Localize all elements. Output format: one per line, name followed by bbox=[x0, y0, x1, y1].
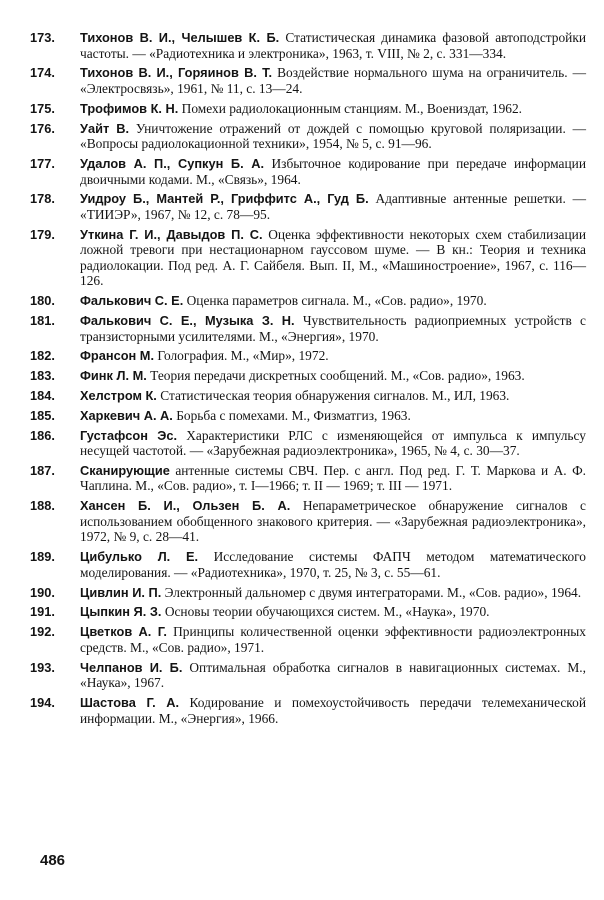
reference-authors: Хансен Б. И., Ользен Б. А. bbox=[80, 498, 291, 514]
reference-number: 180. bbox=[30, 293, 55, 309]
reference-text: Борьба с помехами. М., Физматгиз, 1963. bbox=[176, 407, 411, 423]
reference-text: Основы теории обучающихся систем. М., «Наука», 1970. bbox=[164, 604, 490, 620]
reference-text: Кодирование и помехоустойчивость передачи телемеханической информации. М., «Энергия», 1966. bbox=[80, 694, 586, 726]
reference-number: 193. bbox=[30, 659, 55, 675]
reference-text: Чувствительность радиоприемных устройств с транзисторными усилителями. М., «Энергия», 1970. bbox=[80, 313, 586, 344]
reference-text: Непараметрическое обнаружение сигналов с использованием обобщенного знакового критерия. — «Зарубежная радиоэлектроника», 1972, № 9, с. 28—41. bbox=[80, 498, 586, 545]
reference-authors: Фалькович С. Е., Музыка З. Н. bbox=[80, 313, 295, 328]
reference-authors: Тихонов В. И., Челышев К. Б. bbox=[80, 30, 280, 45]
reference-text: Уничтожение отражений от дождей с помощью круговой поляризации. — «Вопросы радиолокационной техники», 1954, № 5, с. 91—96. bbox=[80, 120, 586, 152]
reference-text: Характеристики РЛС с изменяющейся от импульса к импульсу несущей частотой. — «Зарубежная радиоэлектроника», 1965, № 4, с. 30—37. bbox=[80, 427, 586, 459]
page-number: 486 bbox=[40, 852, 66, 869]
reference-text: Теория передачи дискретных сообщений. М., «Сов. радио», 1963. bbox=[150, 368, 525, 384]
reference-number: 187. bbox=[30, 462, 55, 478]
reference-number: 174. bbox=[30, 65, 55, 81]
reference-number: 183. bbox=[30, 368, 55, 384]
reference-text: Исследование системы ФАПЧ методом математического моделирования. — «Радиотехника», 1970, т. 25, № 3, с. 55—61. bbox=[80, 549, 586, 580]
reference-text: Адаптивные антенные решетки. — «ТИИЭР», 1967, № 12, с. 78—95. bbox=[80, 191, 586, 222]
reference-number: 177. bbox=[30, 155, 55, 171]
reference-entry bbox=[30, 368, 586, 384]
reference-entry bbox=[30, 191, 586, 222]
reference-number: 192. bbox=[30, 624, 55, 640]
reference-entry bbox=[30, 156, 586, 187]
reference-number: 176. bbox=[30, 120, 55, 136]
reference-authors: Хелстром К. bbox=[80, 387, 157, 403]
reference-authors: Харкевич А. А. bbox=[80, 407, 173, 423]
reference-authors: Шастова Г. А. bbox=[80, 694, 180, 710]
reference-authors: Уайт В. bbox=[80, 120, 130, 136]
reference-authors: Цыпкин Я. З. bbox=[80, 604, 162, 620]
reference-authors: Трофимов К. Н. bbox=[80, 100, 179, 116]
reference-number: 188. bbox=[30, 498, 55, 514]
reference-text: Оценка параметров сигнала. М., «Сов. радио», 1970. bbox=[186, 293, 487, 309]
reference-authors: Цибулько Л. Е. bbox=[80, 549, 199, 565]
reference-text: Электронный дальномер с двумя интеграторами. М., «Сов. радио», 1964. bbox=[164, 584, 582, 600]
reference-entry bbox=[30, 121, 586, 152]
reference-text: Статистическая динамика фазовой автоподстройки частоты. — «Радиотехника и электроника», 1963, т. VIII, № 2, с. 331—334. bbox=[80, 30, 587, 61]
reference-entry bbox=[30, 388, 586, 404]
reference-text: антенные системы СВЧ. Пер. с англ. Под ред. Г. Т. Маркова и А. Ф. Чаплина. М., «Сов. радио», т. I—1966; т. II — 1969; т. III — 1971. bbox=[80, 462, 586, 494]
reference-entry bbox=[30, 624, 586, 655]
reference-authors: Густафсон Эс. bbox=[80, 427, 178, 443]
reference-entry bbox=[30, 65, 586, 96]
reference-entry bbox=[30, 498, 586, 545]
reference-entry bbox=[30, 227, 586, 289]
reference-entry bbox=[30, 585, 586, 601]
reference-text: Оценка эффективности некоторых схем стабилизации ложной тревоги при нестационарном гауссовом шуме. — В кн.: Теория и техника радиолокации. Под ред. А. Г. Сайбеля. Вып. II, М., «Машиностроение», 1967, с. 116—126. bbox=[80, 226, 587, 289]
reference-number: 173. bbox=[30, 30, 55, 45]
reference-text: Помехи радиолокационным станциям. М., Воениздат, 1962. bbox=[181, 100, 523, 116]
reference-entry bbox=[30, 549, 586, 580]
reference-number: 190. bbox=[30, 584, 55, 600]
reference-number: 191. bbox=[30, 604, 55, 620]
reference-authors: Уидроу Б., Мантей Р., Гриффитс А., Гуд Б. bbox=[80, 191, 369, 207]
reference-number: 186. bbox=[30, 427, 55, 443]
reference-text: Принципы количественной оценки эффективности радиоэлектронных средств. М., «Сов. радио», 1971. bbox=[80, 624, 586, 655]
reference-entry bbox=[30, 293, 586, 309]
reference-number: 189. bbox=[30, 549, 55, 565]
reference-number: 179. bbox=[30, 226, 55, 242]
reference-number: 184. bbox=[30, 387, 55, 403]
reference-authors: Цивлин И. П. bbox=[80, 584, 162, 600]
reference-authors: Франсон М. bbox=[80, 348, 155, 364]
reference-number: 182. bbox=[30, 348, 55, 364]
reference-number: 185. bbox=[30, 407, 55, 423]
reference-number: 181. bbox=[30, 313, 55, 328]
reference-entry bbox=[30, 313, 586, 344]
reference-text: Статистическая теория обнаружения сигналов. М., ИЛ, 1963. bbox=[160, 387, 510, 403]
reference-number: 175. bbox=[30, 100, 55, 116]
reference-authors: Челпанов И. Б. bbox=[80, 659, 183, 675]
reference-authors: Сканирующие bbox=[80, 462, 170, 478]
reference-text: Воздействие нормального шума на ограничитель. — «Электросвязь», 1961, № 11, с. 13—24. bbox=[80, 65, 586, 96]
reference-list bbox=[30, 30, 586, 730]
reference-number: 178. bbox=[30, 191, 55, 207]
reference-entry bbox=[30, 30, 586, 61]
reference-authors: Финк Л. М. bbox=[80, 368, 147, 384]
reference-authors: Цветков А. Г. bbox=[80, 624, 167, 640]
reference-entry bbox=[30, 695, 586, 726]
reference-entry bbox=[30, 428, 586, 459]
reference-entry bbox=[30, 604, 586, 620]
reference-entry bbox=[30, 348, 586, 364]
reference-entry bbox=[30, 408, 586, 424]
reference-authors: Тихонов В. И., Горяинов В. Т. bbox=[80, 65, 273, 81]
reference-authors: Уткина Г. И., Давыдов П. С. bbox=[80, 226, 263, 242]
reference-authors: Фалькович С. Е. bbox=[80, 293, 184, 309]
reference-authors: Удалов А. П., Супкун Б. А. bbox=[80, 155, 265, 171]
reference-text: Оптимальная обработка сигналов в навигационных системах. М., «Наука», 1967. bbox=[80, 659, 586, 691]
reference-text: Избыточное кодирование при передаче информации двоичными кодами. М., «Связь», 1964. bbox=[80, 155, 586, 187]
reference-number: 194. bbox=[30, 694, 55, 710]
reference-text: Голография. М., «Мир», 1972. bbox=[157, 348, 329, 364]
reference-entry bbox=[30, 101, 586, 117]
reference-entry bbox=[30, 463, 586, 494]
reference-entry bbox=[30, 660, 586, 691]
